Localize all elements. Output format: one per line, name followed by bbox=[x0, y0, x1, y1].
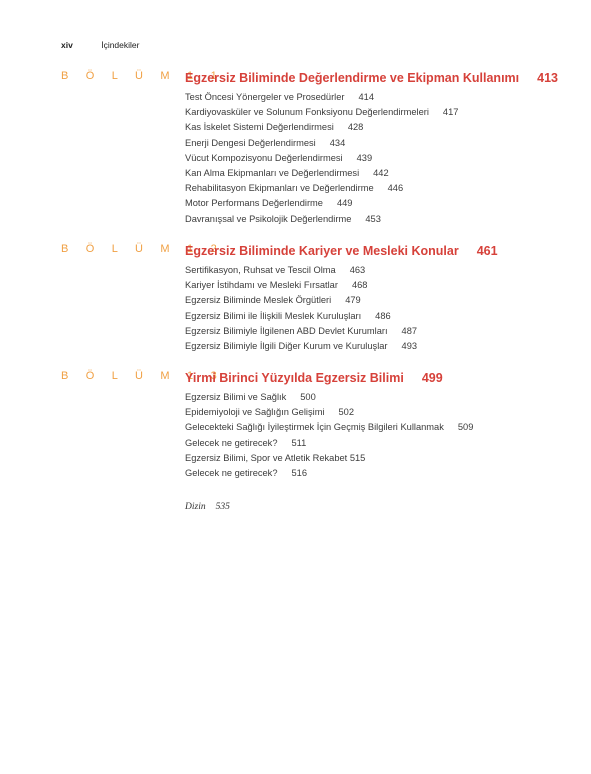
entry-text: Motor Performans Değerlendirme bbox=[185, 198, 323, 209]
entry-text: Egzersiz Bilimiyle İlgili Diğer Kurum ve Kuruluşlar bbox=[185, 341, 388, 352]
chapter-label: B Ö L Ü M 1 1 bbox=[61, 70, 224, 82]
entry-text: Sertifikasyon, Ruhsat ve Tescil Olma bbox=[185, 265, 336, 275]
entry-text: Kardiyovasküler ve Solunum Fonksiyonu Değerlendirmeleri bbox=[185, 107, 429, 118]
entry-page: 493 bbox=[401, 341, 418, 352]
entry-page: 453 bbox=[365, 213, 381, 224]
toc-entry[interactable] bbox=[185, 166, 585, 181]
entry-text: Egzersiz Bilimi ile İlişkili Meslek Kuruluşları bbox=[185, 310, 362, 321]
running-title: İçindekiler bbox=[101, 40, 140, 50]
toc-entry[interactable] bbox=[185, 324, 585, 339]
entry-page: 500 bbox=[300, 392, 316, 402]
chapter-title[interactable] bbox=[185, 243, 585, 259]
entry-text: Kas İskelet Sistemi Değerlendirmesi bbox=[185, 122, 334, 133]
entry-text: Egzersiz Bilimiyle İlgilenen ABD Devlet Kurumları bbox=[185, 325, 388, 336]
index-label: Dizin bbox=[185, 502, 206, 512]
toc-entry[interactable] bbox=[185, 90, 585, 105]
entry-page: 442 bbox=[373, 168, 389, 179]
toc-entry[interactable] bbox=[185, 451, 585, 466]
toc-entry[interactable] bbox=[185, 120, 585, 135]
entry-text: Davranışsal ve Psikolojik Değerlendirme bbox=[185, 213, 352, 224]
entry-text: Kariyer İstihdamı ve Mesleki Fırsatlar bbox=[185, 280, 338, 291]
toc-entry[interactable] bbox=[185, 105, 585, 120]
toc-entry[interactable] bbox=[185, 309, 585, 324]
entry-list bbox=[185, 263, 585, 354]
toc-entry[interactable] bbox=[185, 278, 585, 293]
toc-entry[interactable] bbox=[185, 181, 585, 196]
entry-text: Enerji Dengesi Değerlendirmesi bbox=[185, 137, 316, 148]
entry-text: Gelecek ne getirecek? bbox=[185, 468, 278, 479]
entry-text: Rehabilitasyon Ekipmanları ve Değerlendirme bbox=[185, 183, 374, 194]
entry-page: 487 bbox=[401, 325, 418, 336]
entry-list bbox=[185, 90, 585, 227]
index-page: 535 bbox=[215, 502, 230, 512]
chapter-title-text: Egzersiz Biliminde Değerlendirme ve Ekipman Kullanımı bbox=[185, 71, 520, 85]
entry-page: 511 bbox=[291, 437, 307, 448]
toc-entry[interactable] bbox=[185, 420, 585, 435]
entry-text: Egzersiz Bilimi ve Sağlık bbox=[185, 392, 287, 402]
toc-entry[interactable] bbox=[185, 136, 585, 151]
chapter-label: B Ö L Ü M 1 3 bbox=[61, 370, 224, 382]
entry-text: Epidemiyoloji ve Sağlığın Gelişimi bbox=[185, 407, 325, 418]
entry-page: 439 bbox=[356, 152, 373, 163]
entry-list bbox=[185, 390, 585, 481]
toc-entry[interactable] bbox=[185, 196, 585, 211]
entry-page: 449 bbox=[336, 198, 353, 209]
chapter-page: 413 bbox=[537, 71, 558, 85]
page-number: xiv bbox=[61, 40, 73, 50]
entry-page: 516 bbox=[291, 468, 308, 479]
toc-entry[interactable] bbox=[185, 263, 585, 278]
entry-text: Vücut Kompozisyonu Değerlendirmesi bbox=[185, 152, 343, 163]
entry-text: Gelecek ne getirecek? bbox=[185, 437, 278, 448]
chapter-title[interactable] bbox=[185, 70, 585, 86]
entry-text: Egzersiz Bilimi, Spor ve Atletik Rekabet 515 bbox=[185, 452, 366, 463]
entry-text: Kan Alma Ekipmanları ve Değerlendirmesi bbox=[185, 168, 360, 179]
entry-page: 509 bbox=[457, 422, 474, 433]
index-entry[interactable] bbox=[185, 502, 230, 512]
chapter-title-text: Egzersiz Biliminde Kariyer ve Mesleki Konular bbox=[185, 244, 459, 258]
entry-page: 446 bbox=[387, 183, 404, 194]
entry-page: 434 bbox=[329, 137, 346, 148]
chapter-page: 461 bbox=[476, 244, 498, 258]
chapter-title-text: Yirmi Birinci Yüzyılda Egzersiz Bilimi bbox=[185, 371, 404, 385]
toc-entry[interactable] bbox=[185, 293, 585, 308]
toc-entry[interactable] bbox=[185, 390, 585, 405]
entry-page: 417 bbox=[442, 107, 459, 118]
entry-page: 428 bbox=[347, 122, 364, 133]
toc-entry[interactable] bbox=[185, 405, 585, 420]
entry-text: Test Öncesi Yönergeler ve Prosedürler bbox=[185, 92, 345, 102]
chapter-page: 499 bbox=[421, 371, 443, 385]
entry-text: Egzersiz Biliminde Meslek Örgütleri bbox=[185, 295, 332, 306]
toc-entry[interactable] bbox=[185, 151, 585, 166]
toc-entry[interactable] bbox=[185, 466, 585, 481]
toc-entry[interactable] bbox=[185, 339, 585, 354]
entry-page: 463 bbox=[349, 265, 366, 275]
entry-text: Gelecekteki Sağlığı İyileştirmek İçin Geçmiş Bilgileri Kullanmak bbox=[185, 422, 444, 433]
entry-page: 479 bbox=[345, 295, 361, 306]
chapter-label: B Ö L Ü M 1 2 bbox=[61, 243, 224, 255]
entry-page: 502 bbox=[338, 407, 355, 418]
entry-page: 486 bbox=[375, 310, 391, 321]
toc-entry[interactable] bbox=[185, 212, 585, 227]
chapter-title[interactable] bbox=[185, 370, 585, 386]
running-head bbox=[61, 40, 139, 50]
toc-entry[interactable] bbox=[185, 436, 585, 451]
entry-page: 414 bbox=[358, 92, 375, 102]
entry-page: 468 bbox=[351, 280, 368, 291]
